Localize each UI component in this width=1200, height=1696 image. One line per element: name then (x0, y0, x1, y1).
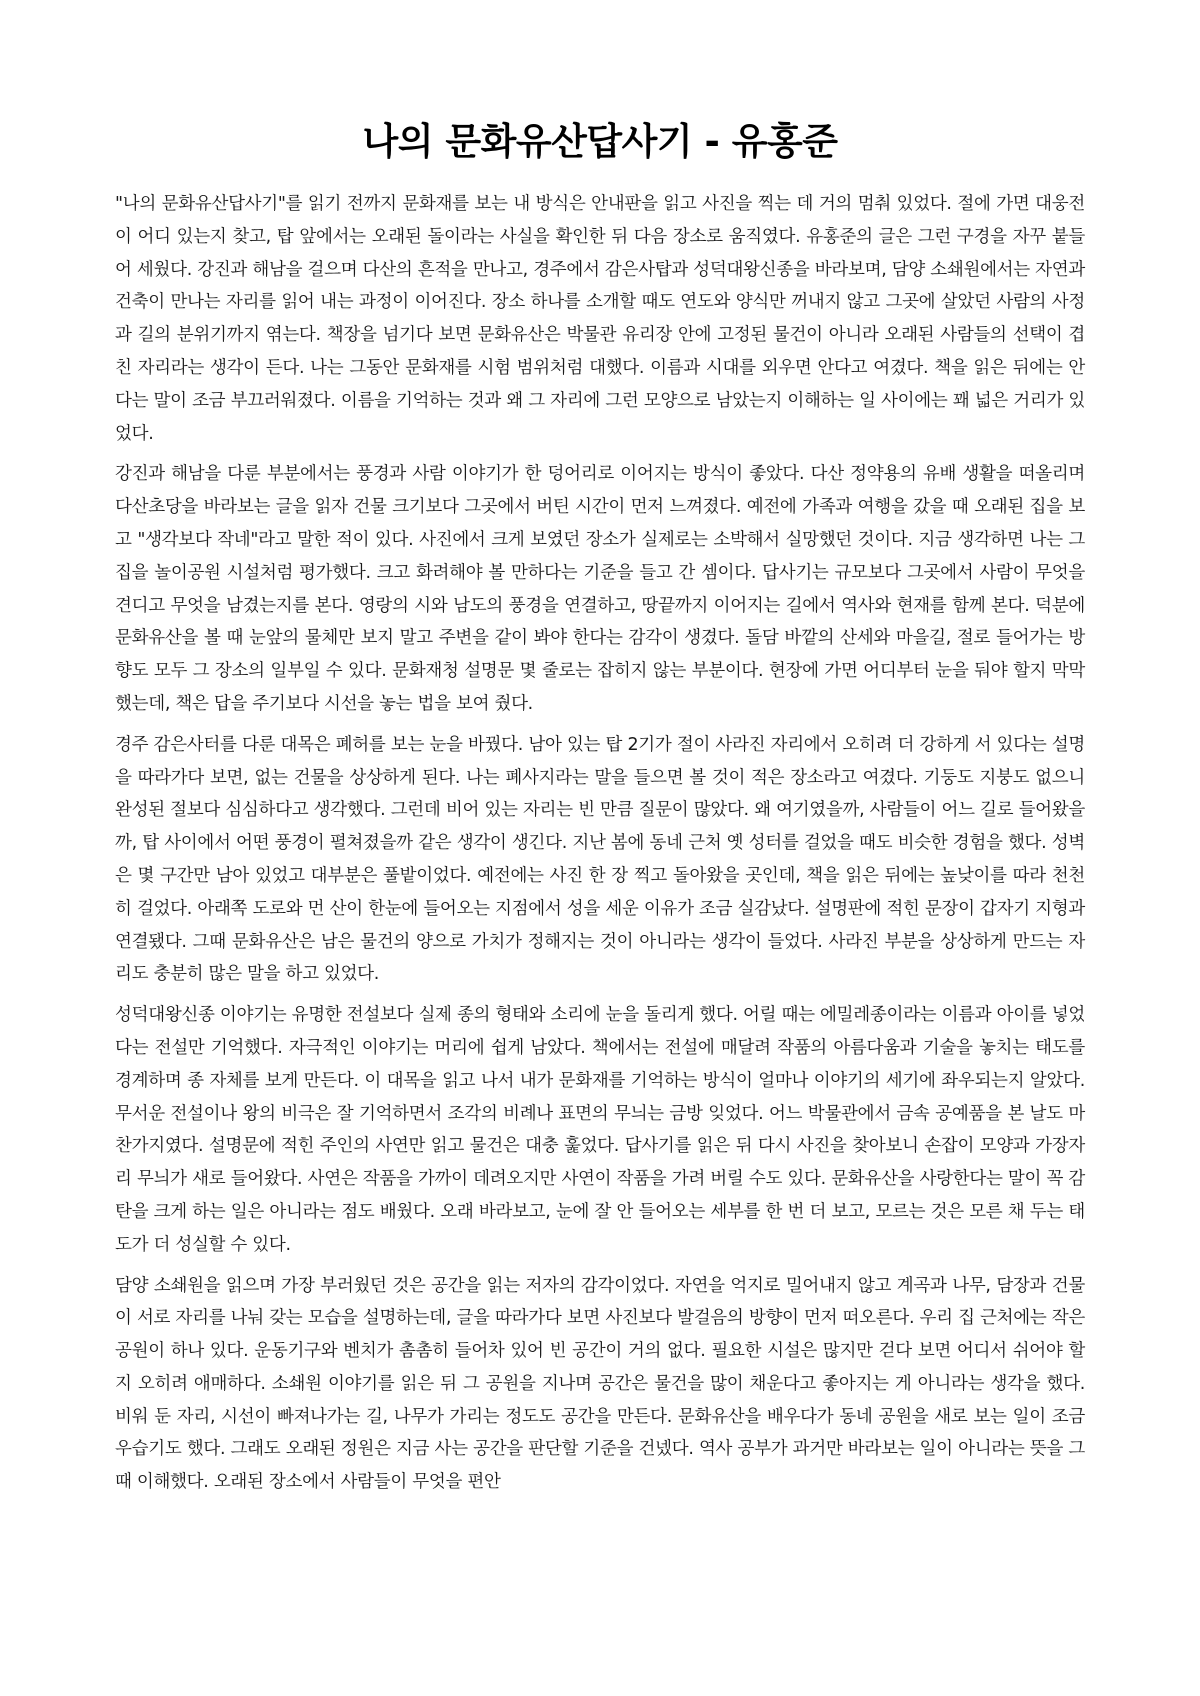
document-page (115, 118, 1085, 1507)
body-paragraph: 성덕대왕신종 이야기는 유명한 전설보다 실제 종의 형태와 소리에 눈을 돌리게 했다. 어릴 때는 에밀레종이라는 이름과 아이를 넣었다는 전설만 기억했다. 자극적인 이야기는 머리에 쉽게 남았다. 책에서는 전설에 매달려 작품의 아름다움과 기술을 놓치는 태도를 경계하며 종 자체를 보게 만든다. 이 대목을 읽고 나서 내가 문화재를 기억하는 방식이 얼마나 이야기의 세기에 좌우되는지 알았다. 무서운 전설이나 왕의 비극은 잘 기억하면서 조각의 비례나 표면의 무늬는 금방 잊었다. 어느 박물관에서 금속 공예품을 본 날도 마찬가지였다. 설명문에 적힌 주인의 사연만 읽고 물건은 대충 훑었다. 답사기를 읽은 뒤 다시 사진을 찾아보니 손잡이 모양과 가장자리 무늬가 새로 들어왔다. 사연은 작품을 가까이 데려오지만 사연이 작품을 가려 버릴 수도 있다. 문화유산을 사랑한다는 말이 꼭 감탄을 크게 하는 일은 아니라는 점도 배웠다. 오래 바라보고, 눈에 잘 안 들어오는 세부를 한 번 더 보고, 모르는 것은 모른 채 두는 태도가 더 성실할 수 있다. (115, 1005, 1085, 1255)
body-paragraph: "나의 문화유산답사기"를 읽기 전까지 문화재를 보는 내 방식은 안내판을 읽고 사진을 찍는 데 거의 멈춰 있었다. 절에 가면 대웅전이 어디 있는지 찾고, 탑 앞에서는 오래된 돌이라는 사실을 확인한 뒤 다음 장소로 움직였다. 유홍준의 글은 그런 구경을 자꾸 붙들어 세웠다. 강진과 해남을 걸으며 다산의 흔적을 만나고, 경주에서 감은사탑과 성덕대왕신종을 바라보며, 담양 소쇄원에서는 자연과 건축이 만나는 자리를 읽어 내는 과정이 이어진다. 장소 하나를 소개할 때도 연도와 양식만 꺼내지 않고 그곳에 살았던 사람의 사정과 길의 분위기까지 엮는다. 책장을 넘기다 보면 문화유산은 박물관 유리장 안에 고정된 물건이 아니라 오래된 사람들의 선택이 겹친 자리라는 생각이 든다. 나는 그동안 문화재를 시험 범위처럼 대했다. 이름과 시대를 외우면 안다고 여겼다. 책을 읽은 뒤에는 안다는 말이 조금 부끄러워졌다. 이름을 기억하는 것과 왜 그 자리에 그런 모양으로 남았는지 이해하는 일 사이에는 꽤 넓은 거리가 있었다. (115, 194, 1085, 444)
document-title: 나의 문화유산답사기 - 유홍준 (362, 120, 838, 163)
body-paragraph: 강진과 해남을 다룬 부분에서는 풍경과 사람 이야기가 한 덩어리로 이어지는 방식이 좋았다. 다산 정약용의 유배 생활을 떠올리며 다산초당을 바라보는 글을 읽자 건물 크기보다 그곳에서 버틴 시간이 먼저 느껴졌다. 예전에 가족과 여행을 갔을 때 오래된 집을 보고 "생각보다 작네"라고 말한 적이 있다. 사진에서 크게 보였던 장소가 실제로는 소박해서 실망했던 것이다. 지금 생각하면 나는 그 집을 놀이공원 시설처럼 평가했다. 크고 화려해야 볼 만하다는 기준을 들고 간 셈이다. 답사기는 규모보다 그곳에서 사람이 무엇을 견디고 무엇을 남겼는지를 본다. 영랑의 시와 남도의 풍경을 연결하고, 땅끝까지 이어지는 길에서 역사와 현재를 함께 본다. 덕분에 문화유산을 볼 때 눈앞의 물체만 보지 말고 주변을 같이 봐야 한다는 감각이 생겼다. 돌담 바깥의 산세와 마을길, 절로 들어가는 방향도 모두 그 장소의 일부일 수 있다. 문화재청 설명문 몇 줄로는 잡히지 않는 부분이다. 현장에 가면 어디부터 눈을 둬야 할지 막막했는데, 책은 답을 주기보다 시선을 놓는 법을 보여 줬다. (115, 464, 1085, 714)
body-paragraph: 경주 감은사터를 다룬 대목은 폐허를 보는 눈을 바꿨다. 남아 있는 탑 2기가 절이 사라진 자리에서 오히려 더 강하게 서 있다는 설명을 따라가다 보면, 없는 건물을 상상하게 된다. 나는 폐사지라는 말을 들으면 볼 것이 적은 장소라고 여겼다. 기둥도 지붕도 없으니 완성된 절보다 심심하다고 생각했다. 그런데 비어 있는 자리는 빈 만큼 질문이 많았다. 왜 여기였을까, 사람들이 어느 길로 들어왔을까, 탑 사이에서 어떤 풍경이 펼쳐졌을까 같은 생각이 생긴다. 지난 봄에 동네 근처 옛 성터를 걸었을 때도 비슷한 경험을 했다. 성벽은 몇 구간만 남아 있었고 대부분은 풀밭이었다. 예전에는 사진 한 장 찍고 돌아왔을 곳인데, 책을 읽은 뒤에는 높낮이를 따라 천천히 걸었다. 아래쪽 도로와 먼 산이 한눈에 들어오는 지점에서 성을 세운 이유가 조금 실감났다. 설명판에 적힌 문장이 갑자기 지형과 연결됐다. 그때 문화유산은 남은 물건의 양으로 가치가 정해지는 것이 아니라는 생각이 들었다. 사라진 부분을 상상하게 만드는 자리도 충분히 많은 말을 하고 있었다. (115, 734, 1085, 985)
body-paragraph: 담양 소쇄원을 읽으며 가장 부러웠던 것은 공간을 읽는 저자의 감각이었다. 자연을 억지로 밀어내지 않고 계곡과 나무, 담장과 건물이 서로 자리를 나눠 갖는 모습을 설명하는데, 글을 따라가다 보면 사진보다 발걸음의 방향이 먼저 떠오른다. 우리 집 근처에는 작은 공원이 하나 있다. 운동기구와 벤치가 촘촘히 들어차 있어 빈 공간이 거의 없다. 필요한 시설은 많지만 걷다 보면 어디서 쉬어야 할지 오히려 애매하다. 소쇄원 이야기를 읽은 뒤 그 공원을 지나며 공간은 물건을 많이 채운다고 좋아지는 게 아니라는 생각을 했다. 비워 둔 자리, 시선이 빠져나가는 길, 나무가 가리는 정도도 공간을 만든다. 문화유산을 배우다가 동네 공원을 새로 보는 일이 조금 우습기도 했다. 그래도 오래된 정원은 지금 사는 공간을 판단할 기준을 건넸다. 역사 공부가 과거만 바라보는 일이 아니라는 뜻을 그때 이해했다. 오래된 장소에서 사람들이 무엇을 편안 (115, 1275, 1085, 1493)
